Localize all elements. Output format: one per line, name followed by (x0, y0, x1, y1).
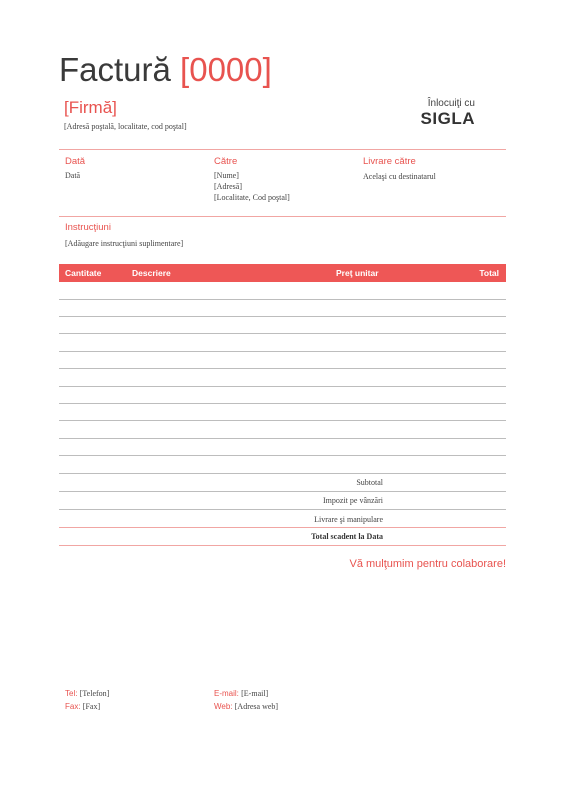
company-name: [Firmă] (64, 98, 117, 117)
table-row[interactable] (59, 333, 506, 334)
web-value: [Adresa web] (234, 702, 279, 711)
logo-placeholder (421, 98, 475, 128)
footer-fax (65, 702, 100, 711)
fax-label: Fax: (65, 702, 81, 711)
table-row[interactable] (59, 386, 506, 387)
table-row[interactable] (59, 455, 506, 456)
divider (59, 216, 506, 217)
ship-value: Acelaşi cu destinatarul (363, 172, 436, 181)
header-quantity: Cantitate (65, 268, 102, 278)
email-label: E-mail: (214, 689, 239, 698)
to-name: [Nume] (214, 171, 239, 180)
shipping-label: Livrare şi manipulare (314, 515, 383, 524)
footer-web (214, 702, 278, 711)
table-row[interactable] (59, 509, 506, 510)
invoice-title-text: Factură (59, 51, 171, 88)
table-row[interactable] (59, 403, 506, 404)
phone-value: [Telefon] (79, 689, 110, 698)
to-city: [Localitate, Cod poştal] (214, 193, 290, 202)
instructions-label: Instrucţiuni (65, 222, 111, 233)
table-row (59, 527, 506, 528)
table-row[interactable] (59, 420, 506, 421)
tax-label: Impozit pe vânzări (323, 496, 383, 505)
fax-value: [Fax] (82, 702, 101, 711)
logo-line2: SIGLA (420, 109, 475, 128)
total-due-label: Total scadent la Data (311, 532, 383, 541)
table-row (59, 545, 506, 546)
table-row[interactable] (59, 438, 506, 439)
invoice-number: [0000] (180, 51, 272, 88)
footer-phone (65, 689, 109, 698)
date-value: Dată (65, 171, 81, 180)
divider (59, 149, 506, 150)
date-label: Dată (65, 156, 86, 167)
items-table-header (59, 264, 506, 282)
phone-label: Tel: (65, 689, 78, 698)
company-address: [Adresă poştală, localitate, cod poştal] (64, 122, 187, 131)
to-label: Către (214, 156, 238, 167)
subtotal-label: Subtotal (356, 478, 383, 487)
table-row[interactable] (59, 351, 506, 352)
logo-line1: Înlocuiţi cu (427, 98, 475, 109)
table-row[interactable] (59, 299, 506, 300)
email-value: [E-mail] (241, 689, 269, 698)
header-description: Descriere (132, 268, 171, 278)
table-row[interactable] (59, 316, 506, 317)
header-total: Total (479, 268, 499, 278)
header-unit-price: Preţ unitar (336, 268, 379, 278)
thank-you-message: Vă mulţumim pentru colaborare! (349, 558, 506, 570)
table-row[interactable] (59, 368, 506, 369)
table-row[interactable] (59, 491, 506, 492)
footer-email (214, 689, 268, 698)
instructions-value: [Adăugare instrucţiuni suplimentare] (65, 239, 184, 248)
ship-label: Livrare către (363, 156, 416, 167)
invoice-title (59, 50, 272, 90)
web-label: Web: (214, 702, 233, 711)
to-address: [Adresă] (214, 182, 242, 191)
table-row[interactable] (59, 473, 506, 474)
